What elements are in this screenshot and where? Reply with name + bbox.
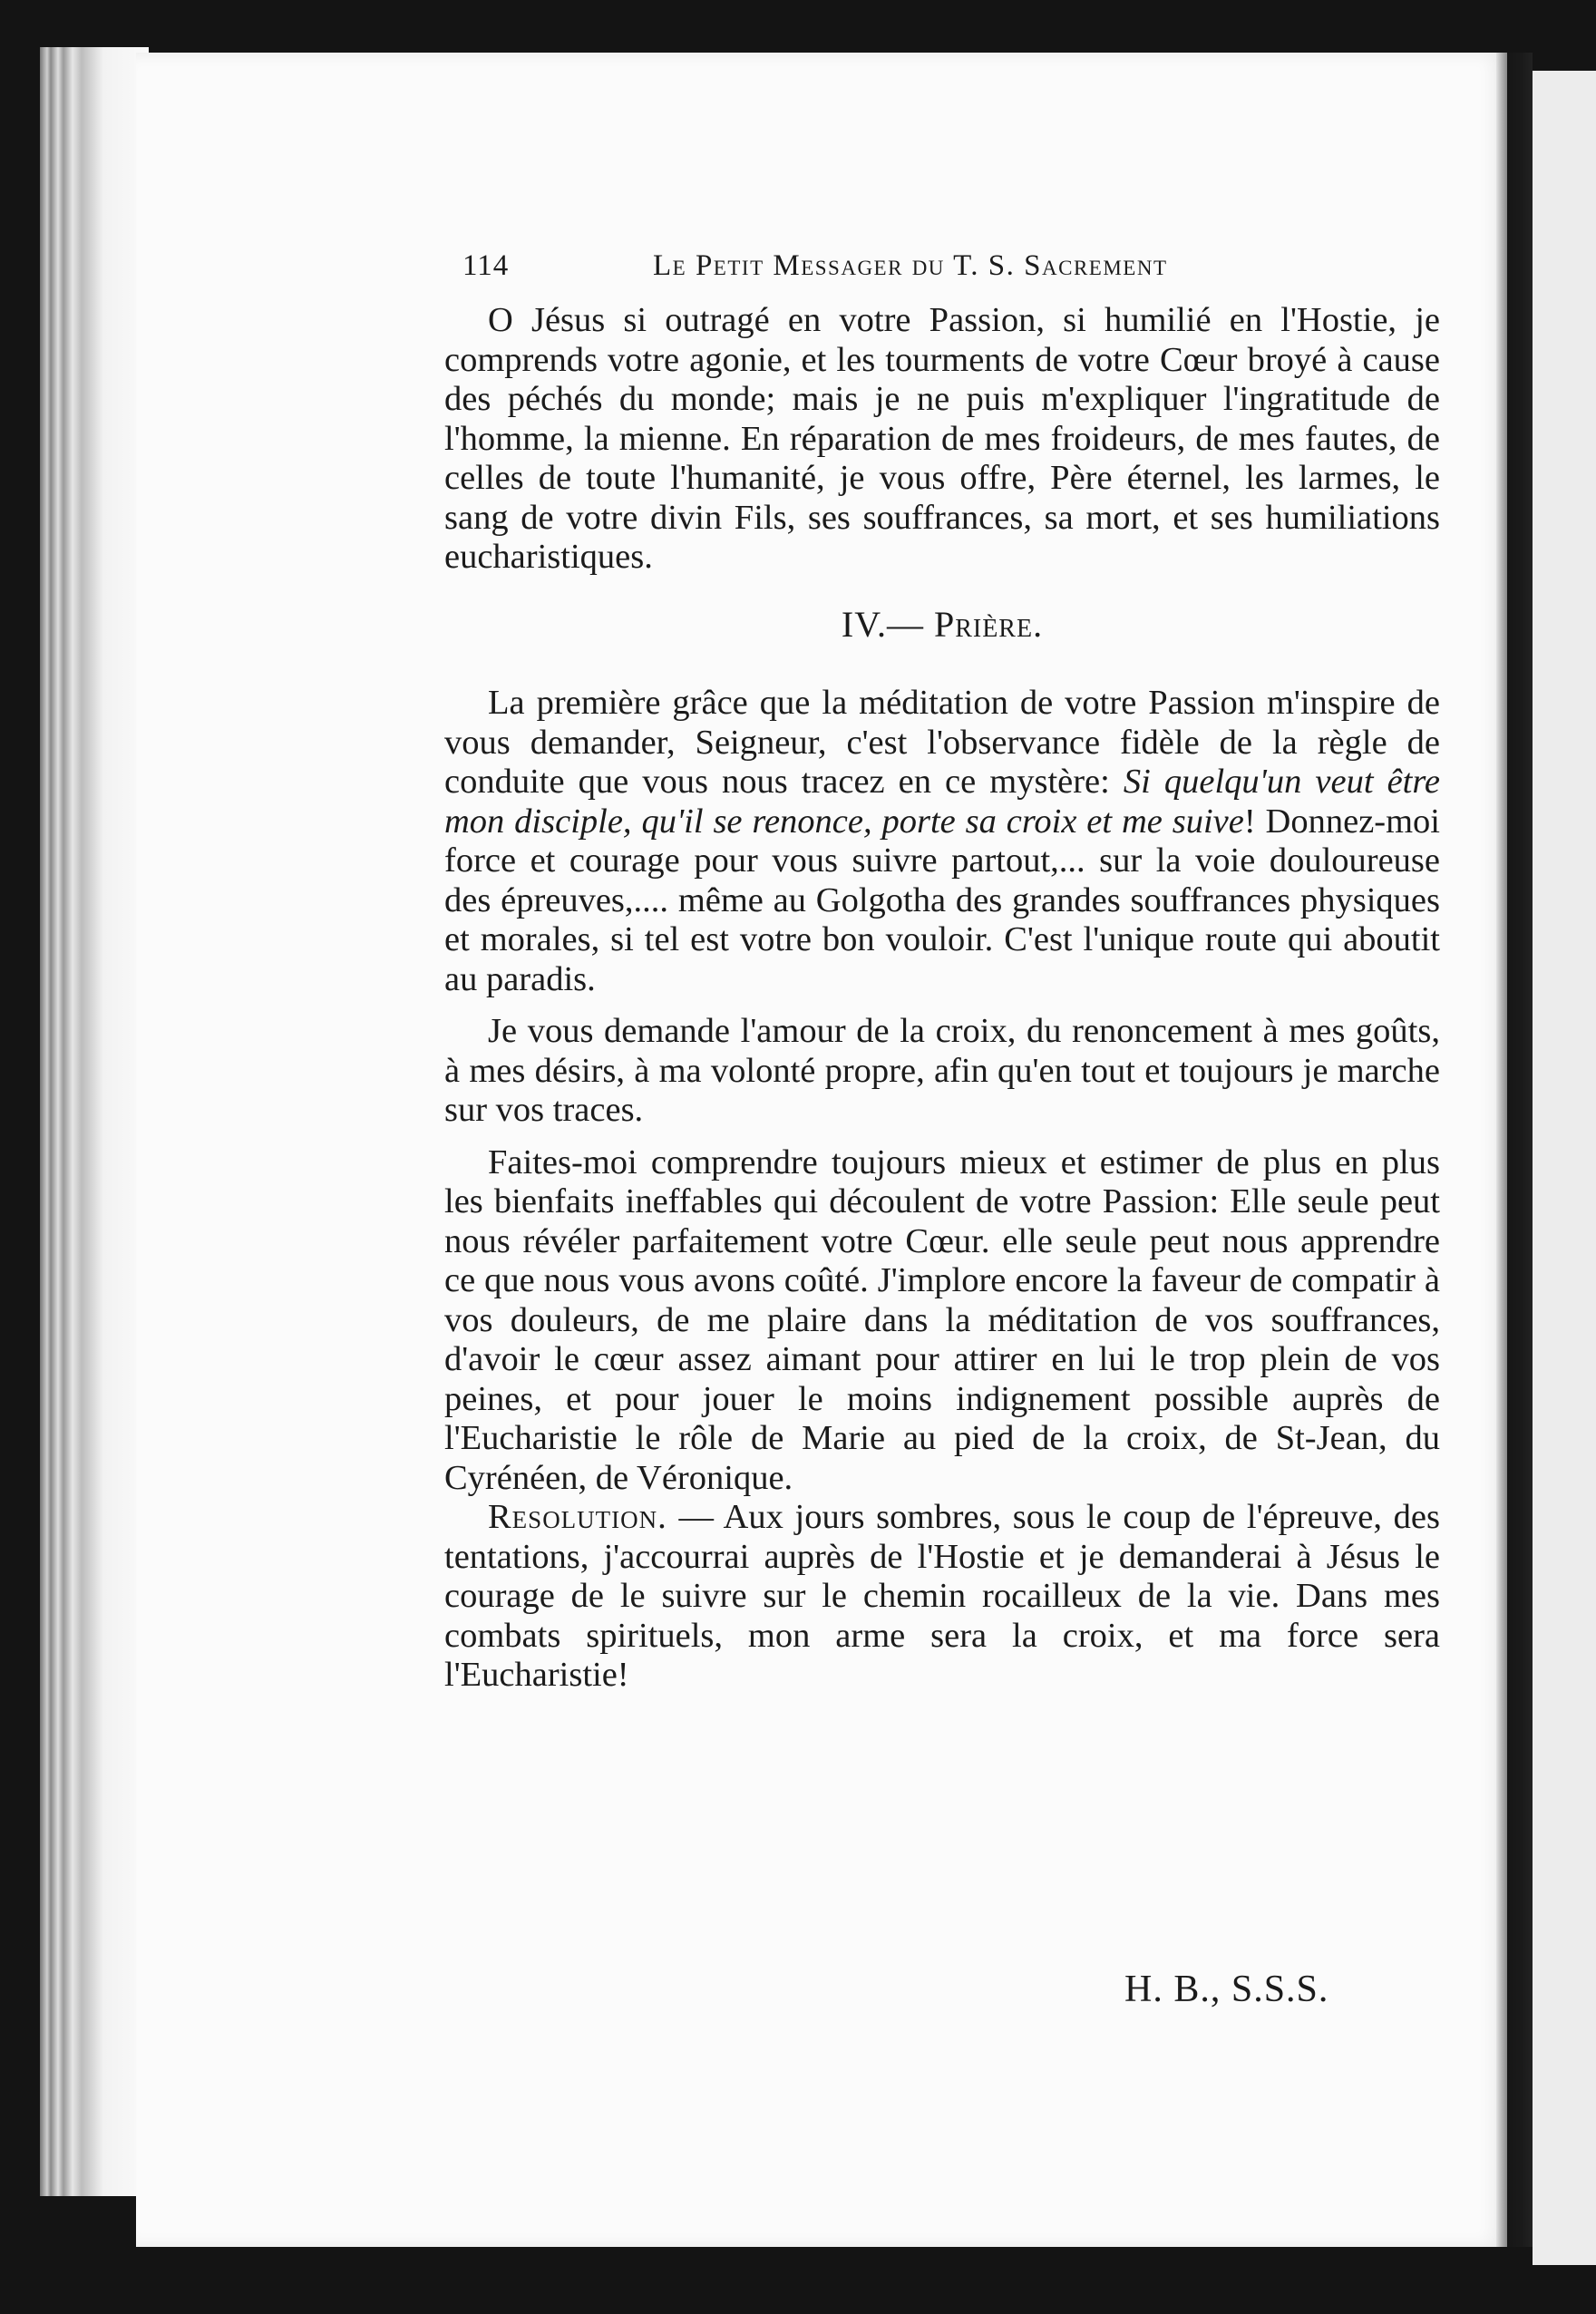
book-gutter: [1496, 53, 1533, 2247]
book-page-edges: [40, 47, 149, 2196]
author-signature: H. B., S.S.S.: [1124, 1969, 1329, 2010]
page-number: 114: [462, 249, 510, 282]
page-content: [444, 247, 1440, 1696]
paragraph-text: ! Donnez-moi force et courage pour vous suivre partout,... sur la voie douloureuse des épreuves,.... même au Golgotha des grandes souffrances physiques et morales, si tel est votre bon vouloir. C'est l'unique route qui aboutit au paradis.: [444, 802, 1441, 998]
scripture-quote: Si quelqu'un veut être mon disciple, qu'il se renonce, porte sa croix et me suive: [444, 763, 1441, 841]
paragraph-love-of-cross: Je vous demande l'amour de la croix, du renoncement à mes goûts, à mes désirs, à ma volonté propre, afin qu'en tout et toujours je marche sur vos traces.: [444, 1012, 1440, 1129]
section-heading: IV.— Prière.: [841, 603, 1044, 645]
running-head: [462, 247, 1440, 301]
paragraph-resolution: [444, 1498, 1440, 1696]
resolution-text: — Aux jours sombres, sous le coup de l'épreuve, des tentations, j'accourrai auprès de l'Hostie et je demanderai à Jésus le courage de le suivre sur le chemin rocailleux de la vie. Dans mes combats spirituels, mon arme sera la croix, et ma force sera l'Eucharistie!: [444, 1498, 1440, 1694]
facing-page-edge: [1533, 71, 1596, 2265]
paragraph-first-grace: [444, 684, 1440, 999]
paragraph-prayer-intro: O Jésus si outragé en votre Passion, si humilié en l'Hostie, je comprends votre agonie, et les tourments de votre Cœur broyé à cause des péchés du monde; mais je ne puis m'expliquer l'ingratitude de l'homme, la mienne. En réparation de mes froideurs, de mes fautes, de celles de toute l'humanité, je vous offre, Père éternel, les larmes, le sang de votre divin Fils, ses souffrances, sa mort, et ses humiliations eucharistiques.: [444, 301, 1440, 576]
running-title: Le Petit Messager du T. S. Sacrement: [653, 249, 1168, 282]
paragraph-understanding: Faites-moi comprendre toujours mieux et estimer de plus en plus les bienfaits ineffables qui découlent de votre Passion: Elle seule peut nous révéler parfaitement votre Cœur. elle seule peut nous apprendre ce que nous vous avons coûté. J'implore encore la faveur de compatir à vos douleurs, de me plaire dans la méditation de vos souffrances, d'avoir le cœur assez aimant pour attirer en lui le trop plein de vos peines, et pour jouer le moins indignement possible auprès de l'Eucharistie le rôle de Marie au pied de la croix, de St-Jean, du Cyrénéen, de Véronique.: [444, 1142, 1440, 1497]
resolution-label: Resolution.: [488, 1498, 667, 1536]
paragraph-text: La première grâce que la méditation de votre Passion m'inspire de vous demander, Seigneur, c'est l'observance fidèle de la règle de conduite que vous nous tracez en ce mystère:: [444, 684, 1440, 801]
